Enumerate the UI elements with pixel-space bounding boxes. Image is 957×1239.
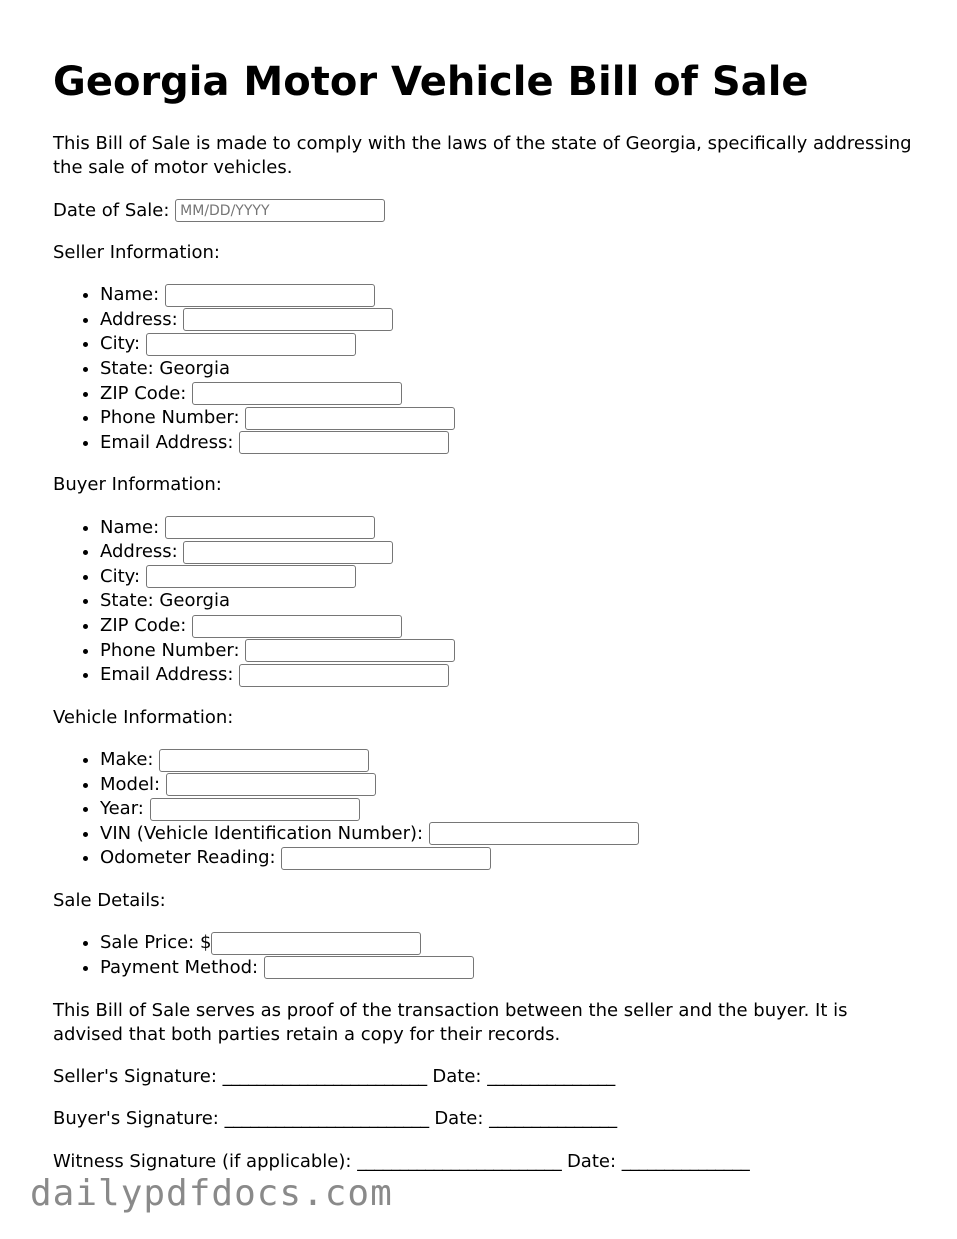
seller-state-text: State: Georgia xyxy=(100,357,231,379)
sale-fields xyxy=(53,931,913,980)
vehicle-year-label: Year: xyxy=(100,798,144,820)
list-item xyxy=(100,565,913,590)
buyer-signature-label: Buyer's Signature: xyxy=(53,1108,219,1130)
buyer-fields xyxy=(53,516,913,688)
buyer-email-input[interactable] xyxy=(239,664,449,687)
list-item xyxy=(100,773,913,798)
buyer-phone-label: Phone Number: xyxy=(100,639,240,661)
list-item xyxy=(100,846,913,871)
sale-heading: Sale Details: xyxy=(53,890,166,912)
buyer-address-input[interactable] xyxy=(183,541,393,564)
page-title: Georgia Motor Vehicle Bill of Sale xyxy=(53,59,809,105)
sale-price-input[interactable] xyxy=(211,932,421,955)
list-item xyxy=(100,431,913,456)
seller-zip-label: ZIP Code: xyxy=(100,382,187,404)
list-item xyxy=(100,283,913,308)
sale-price-label: Sale Price: $ xyxy=(100,932,212,954)
buyer-city-input[interactable] xyxy=(146,565,356,588)
vehicle-odometer-input[interactable] xyxy=(281,847,491,870)
list-item xyxy=(100,931,913,956)
vehicle-model-label: Model: xyxy=(100,773,161,795)
vehicle-vin-label: VIN (Vehicle Identification Number): xyxy=(100,822,424,844)
date-of-sale-input[interactable] xyxy=(175,199,385,222)
vehicle-heading: Vehicle Information: xyxy=(53,706,234,728)
intro-paragraph: This Bill of Sale is made to comply with the laws of the state of Georgia, specifically addressing the sale of motor vehicles. xyxy=(53,133,912,179)
witness-date-label: Date: xyxy=(566,1150,617,1172)
buyer-name-label: Name: xyxy=(100,516,160,538)
list-item xyxy=(100,956,913,981)
list-item xyxy=(100,308,913,333)
list-item xyxy=(100,382,913,407)
list-item xyxy=(100,589,913,614)
list-item xyxy=(100,357,913,382)
seller-heading: Seller Information: xyxy=(53,241,220,263)
seller-fields xyxy=(53,283,913,455)
vehicle-model-input[interactable] xyxy=(166,773,376,796)
witness-date-blank: _______________ xyxy=(621,1150,750,1172)
buyer-date-blank: _______________ xyxy=(489,1108,617,1130)
seller-address-label: Address: xyxy=(100,308,178,330)
seller-signature-line xyxy=(53,1065,913,1089)
seller-address-input[interactable] xyxy=(183,308,393,331)
list-item xyxy=(100,540,913,565)
seller-name-label: Name: xyxy=(100,284,160,306)
seller-name-input[interactable] xyxy=(165,284,375,307)
vehicle-vin-input[interactable] xyxy=(429,822,639,845)
vehicle-make-label: Make: xyxy=(100,749,154,771)
seller-signature-label: Seller's Signature: xyxy=(53,1066,217,1088)
vehicle-odometer-label: Odometer Reading: xyxy=(100,847,276,869)
buyer-signature-blank: ________________________ xyxy=(224,1108,429,1130)
buyer-name-input[interactable] xyxy=(165,516,375,539)
seller-city-label: City: xyxy=(100,333,141,355)
list-item xyxy=(100,516,913,541)
list-item xyxy=(100,748,913,773)
witness-signature-label: Witness Signature (if applicable): xyxy=(53,1150,352,1172)
buyer-address-label: Address: xyxy=(100,541,178,563)
seller-phone-label: Phone Number: xyxy=(100,407,240,429)
list-item xyxy=(100,663,913,688)
buyer-signature-line xyxy=(53,1107,913,1131)
buyer-date-label: Date: xyxy=(434,1108,484,1130)
buyer-state-text: State: Georgia xyxy=(100,590,231,612)
payment-method-input[interactable] xyxy=(264,956,474,979)
date-of-sale-row xyxy=(53,199,913,223)
buyer-phone-input[interactable] xyxy=(245,639,455,662)
watermark: dailypdfdocs.com xyxy=(30,1173,393,1214)
buyer-zip-input[interactable] xyxy=(192,615,402,638)
list-item xyxy=(100,406,913,431)
bill-of-sale-document xyxy=(53,58,913,1192)
seller-phone-input[interactable] xyxy=(245,407,455,430)
buyer-email-label: Email Address: xyxy=(100,664,234,686)
seller-email-label: Email Address: xyxy=(100,431,234,453)
list-item xyxy=(100,614,913,639)
list-item xyxy=(100,822,913,847)
seller-date-label: Date: xyxy=(432,1066,482,1088)
seller-email-input[interactable] xyxy=(239,431,449,454)
closing-paragraph: This Bill of Sale serves as proof of the transaction between the seller and the buyer. It is advised that both parties retain a copy for their records. xyxy=(53,999,848,1045)
date-of-sale-label: Date of Sale: xyxy=(53,199,170,221)
vehicle-fields xyxy=(53,748,913,871)
buyer-heading: Buyer Information: xyxy=(53,474,222,496)
list-item xyxy=(100,797,913,822)
seller-date-blank: _______________ xyxy=(487,1066,615,1088)
buyer-city-label: City: xyxy=(100,565,141,587)
seller-city-input[interactable] xyxy=(146,333,356,356)
payment-method-label: Payment Method: xyxy=(100,956,259,978)
list-item xyxy=(100,639,913,664)
list-item xyxy=(100,332,913,357)
buyer-zip-label: ZIP Code: xyxy=(100,615,187,637)
witness-signature-blank: ________________________ xyxy=(357,1150,562,1172)
seller-zip-input[interactable] xyxy=(192,382,402,405)
vehicle-year-input[interactable] xyxy=(150,798,360,821)
vehicle-make-input[interactable] xyxy=(159,749,369,772)
seller-signature-blank: ________________________ xyxy=(222,1066,427,1088)
